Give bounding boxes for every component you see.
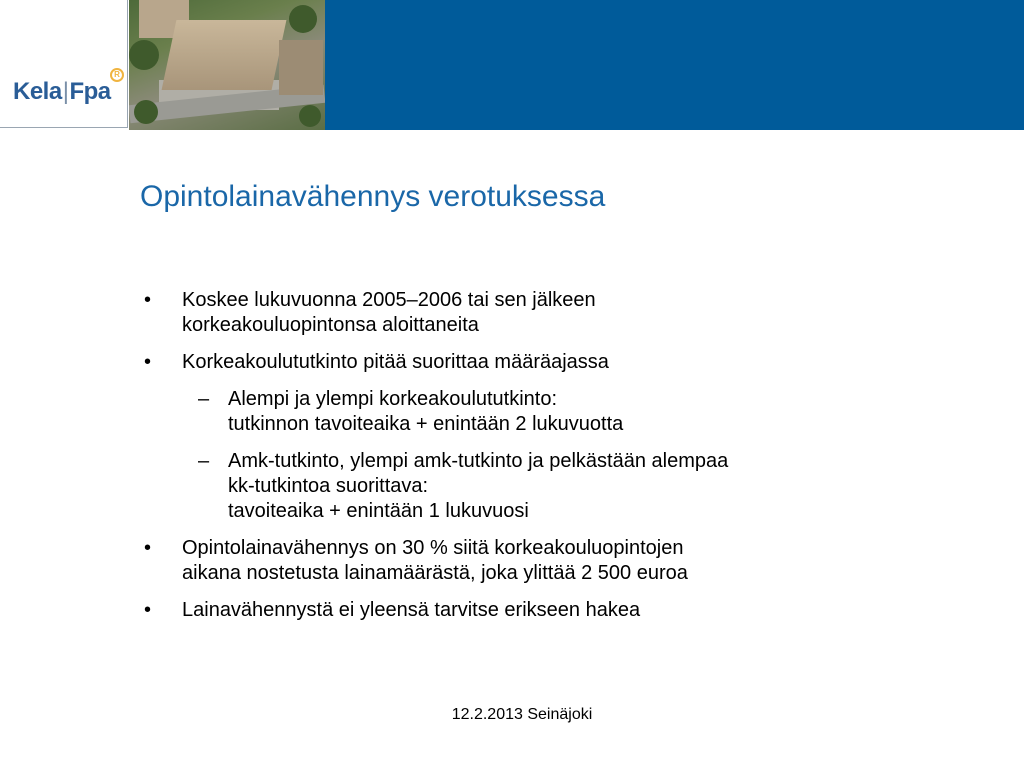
tree-shape	[289, 5, 317, 33]
bullet-text-line: kk-tutkintoa suorittava:	[228, 475, 429, 497]
building-shape	[162, 20, 287, 90]
bullet-text-line: Koskee lukuvuonna 2005–2006 tai sen jälkeen	[182, 289, 596, 311]
slide-body	[140, 288, 920, 635]
bullet-item	[140, 536, 920, 586]
bullet-marker: •	[144, 537, 152, 559]
slide-title: Opintolainavähennys verotuksessa	[140, 180, 606, 213]
building-photo	[129, 0, 325, 130]
bullet-text-line: Korkeakoulututkinto pitää suorittaa määräajassa	[182, 351, 609, 373]
dash-marker: –	[198, 450, 210, 472]
bullet-text-line: tutkinnon tavoiteaika + enintään 2 lukuvuotta	[228, 413, 624, 435]
logo-brand-left: Kela	[13, 78, 62, 105]
tree-shape	[299, 105, 321, 127]
bullet-item	[140, 350, 920, 375]
bullet-marker: •	[144, 351, 152, 373]
registered-mark-icon: R	[110, 68, 124, 82]
sub-bullet-item	[140, 449, 920, 524]
bullet-item	[140, 598, 920, 623]
bullet-text-line: tavoiteaika + enintään 1 lukuvuosi	[228, 500, 529, 522]
bullet-text-line: Alempi ja ylempi korkeakoulututkinto:	[228, 388, 558, 410]
bullet-text-line: aikana nostetusta lainamäärästä, joka ylittää 2 500 euroa	[182, 562, 688, 584]
logo-separator: |	[62, 78, 69, 105]
logo-wordmark	[13, 78, 111, 106]
slide-footer: 12.2.2013 Seinäjoki	[451, 706, 593, 723]
bullet-text-line: Opintolainavähennys on 30 % siitä korkeakouluopintojen	[182, 537, 684, 559]
bullet-marker: •	[144, 599, 152, 621]
sub-bullet-item	[140, 387, 920, 437]
tree-shape	[134, 100, 158, 124]
logo	[0, 0, 128, 128]
bullet-item	[140, 288, 920, 338]
blue-banner	[325, 0, 1024, 130]
tree-shape	[129, 40, 159, 70]
building-shape	[279, 40, 323, 95]
logo-brand-right: Fpa	[69, 78, 111, 105]
bullet-text-line: Lainavähennystä ei yleensä tarvitse erikseen hakea	[182, 599, 641, 621]
bullet-text-line: korkeakouluopintonsa aloittaneita	[182, 314, 479, 336]
header-band	[0, 0, 1024, 130]
dash-marker: –	[198, 388, 210, 410]
bullet-text-line: Amk-tutkinto, ylempi amk-tutkinto ja pelkästään alempaa	[228, 450, 729, 472]
bullet-marker: •	[144, 289, 152, 311]
